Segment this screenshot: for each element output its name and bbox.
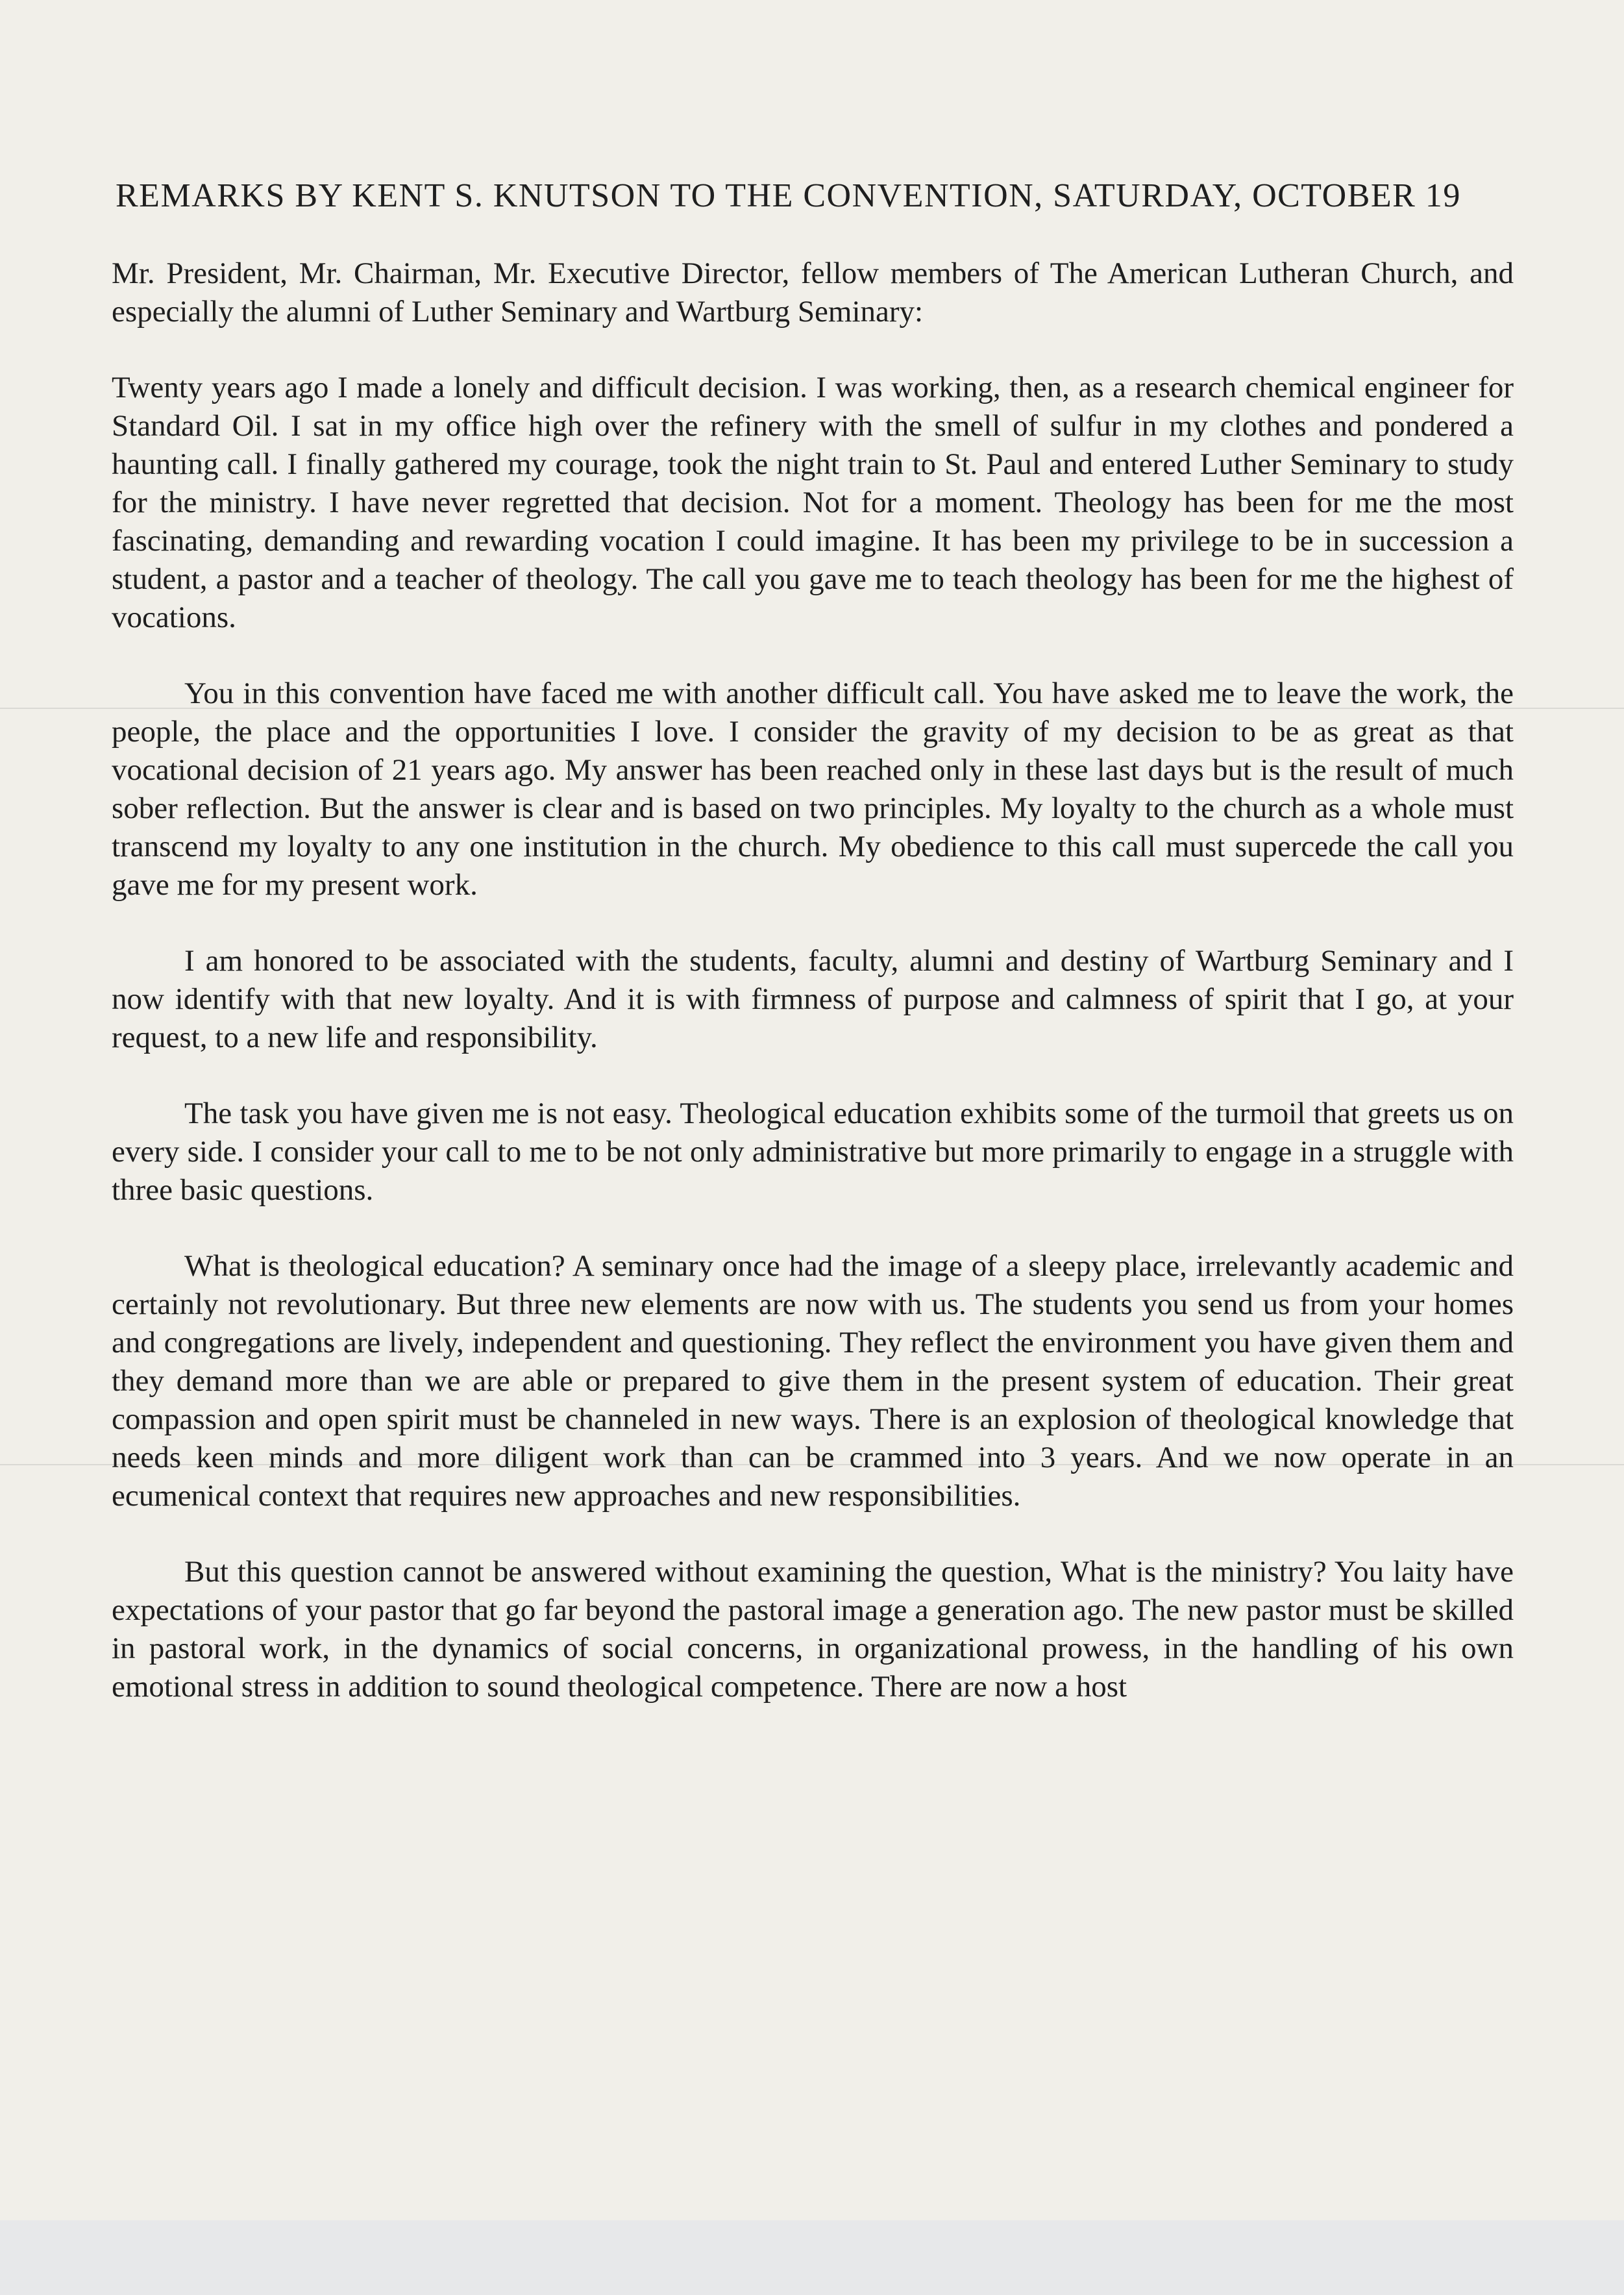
document-title: REMARKS BY KENT S. KNUTSON TO THE CONVENTION, SATURDAY, OCTOBER 19 bbox=[116, 177, 1461, 214]
body-paragraph: You in this convention have faced me with another difficult call. You have asked me to leave the work, the people, the place and the opportunities I love. I consider the gravity of my decision to be as great as that vocational decision of 21 years ago. My answer has been reached only in these last days but is the result of much sober reflection. But the answer is clear and is based on two principles. My loyalty to the church as a whole must transcend my loyalty to any one institution in the church. My obedience to this call must supercede the call you gave me for my present work. bbox=[112, 676, 1514, 902]
body-paragraph: But this question cannot be answered without examining the question, What is the ministry? You laity have expectations of your pastor that go far beyond the pastoral image a generation ago. The new pastor must be skilled in pastoral work, in the dynamics of social concerns, in organizational prowess, in the handling of his own emotional stress in addition to sound theological competence. There are now a host bbox=[112, 1555, 1514, 1704]
body-paragraph: Twenty years ago I made a lonely and difficult decision. I was working, then, as a research chemical engineer for Standard Oil. I sat in my office high over the refinery with the smell of sulfur in my clothes and pondered a haunting call. I finally gathered my courage, took the night train to St. Paul and entered Luther Seminary to study for the ministry. I have never regretted that decision. Not for a moment. Theology has been for me the most fascinating, demanding and rewarding vocation I could imagine. It has been my privilege to be in succession a student, a pastor and a teacher of theology. The call you gave me to teach theology has been for me the highest of vocations. bbox=[112, 371, 1514, 634]
salutation-paragraph: Mr. President, Mr. Chairman, Mr. Executive Director, fellow members of The American Lutheran Church, and especially the alumni of Luther Seminary and Wartburg Seminary: bbox=[112, 256, 1514, 329]
document-body bbox=[112, 254, 1514, 1706]
body-paragraph: What is theological education? A seminary once had the image of a sleepy place, irrelevantly academic and certainly not revolutionary. But three new elements are now with us. The students you send us from your homes and congregations are lively, independent and questioning. They reflect the environment you have given them and they demand more than we are able or prepared to give them in the present system of education. Their great compassion and open spirit must be channeled in new ways. There is an explosion of theological knowledge that needs keen minds and more diligent work than can be crammed into 3 years. And we now operate in an ecumenical context that requires new approaches and new responsibilities. bbox=[112, 1249, 1514, 1513]
body-paragraph: The task you have given me is not easy. Theological education exhibits some of the turmoil that greets us on every side. I consider your call to me to be not only administrative but more primarily to engage in a struggle with three basic questions. bbox=[112, 1097, 1514, 1207]
scan-background-strip bbox=[0, 2220, 1624, 2295]
body-paragraph: I am honored to be associated with the students, faculty, alumni and destiny of Wartburg Seminary and I now identify with that new loyalty. And it is with firmness of purpose and calmness of spirit that I go, at your request, to a new life and responsibility. bbox=[112, 944, 1514, 1054]
